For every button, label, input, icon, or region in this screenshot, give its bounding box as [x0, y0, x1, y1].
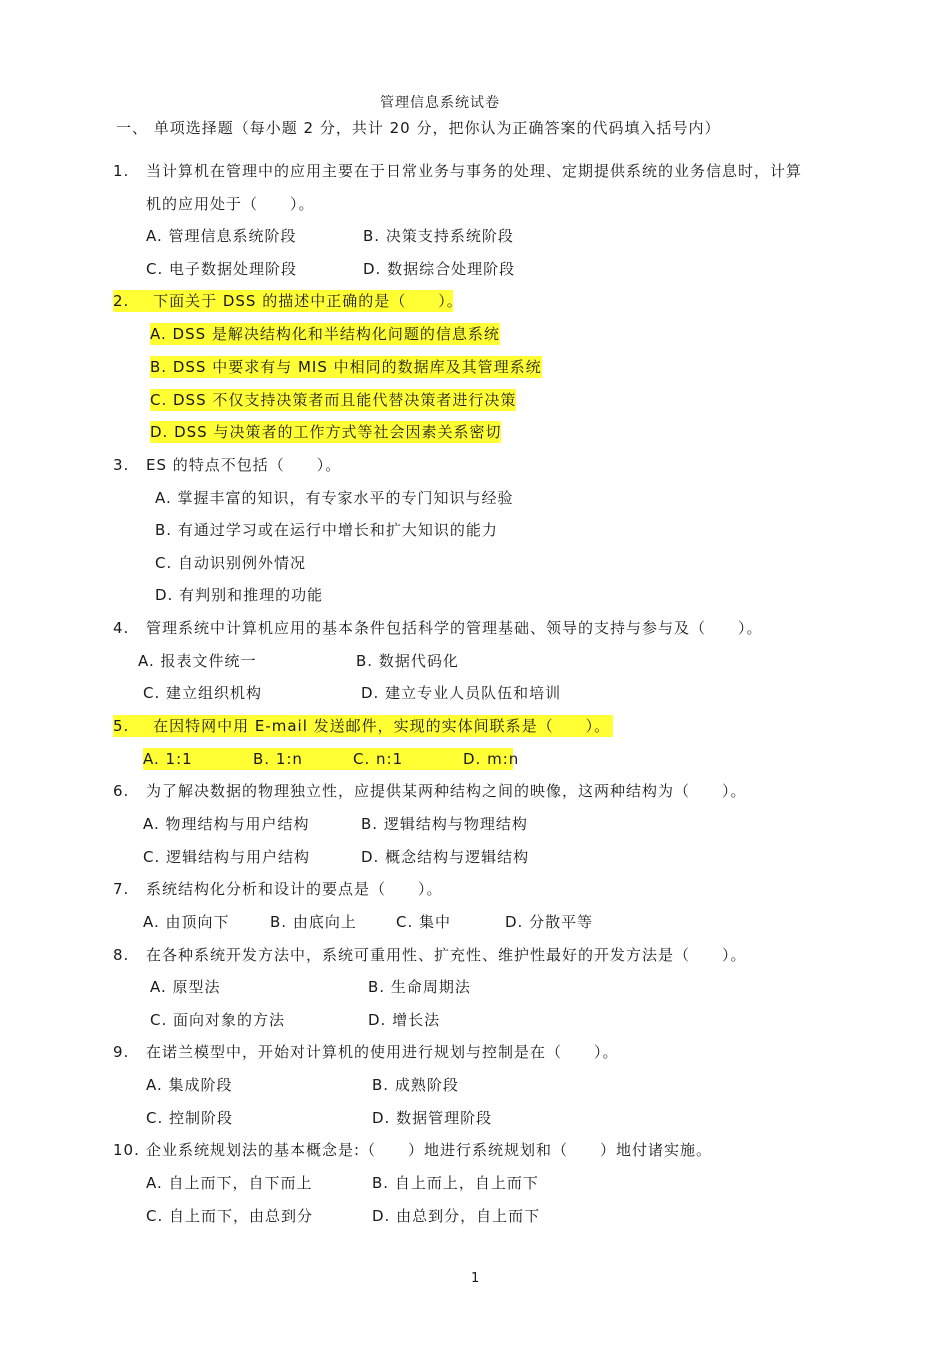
question-number: 4.: [113, 619, 130, 637]
question-stem: ES 的特点不包括（ ）。: [146, 456, 342, 474]
option-d: D. 增长法: [368, 1011, 441, 1029]
option-a: A. 管理信息系统阶段: [146, 227, 297, 245]
question-stem: 为了解决数据的物理独立性，应提供某两种结构之间的映像，这两种结构为（ ）。: [146, 782, 747, 800]
option-d: D. 有判别和推理的功能: [155, 586, 324, 604]
option-b: B. 生命周期法: [368, 978, 471, 996]
question-stem: 管理系统中计算机应用的基本条件包括科学的管理基础、领导的支持与参与及（ ）。: [146, 619, 763, 637]
option-c: C. 自上而下，由总到分: [146, 1207, 314, 1225]
option-a: A. 1:1: [143, 750, 193, 768]
option-a: A. 原型法: [150, 978, 221, 996]
question-stem: 在因特网中用 E-mail 发送邮件，实现的实体间联系是（ ）。: [153, 717, 611, 735]
page-title: 管理信息系统试卷: [380, 95, 500, 111]
option-b: B. 有通过学习或在运行中增长和扩大知识的能力: [155, 521, 498, 539]
option-c: C. 控制阶段: [146, 1109, 234, 1127]
option-d: D. 概念结构与逻辑结构: [361, 848, 530, 866]
question-stem: 在各种系统开发方法中，系统可重用性、扩充性、维护性最好的开发方法是（ ）。: [146, 946, 747, 964]
question-number: 2.: [113, 292, 130, 310]
option-c: C. 电子数据处理阶段: [146, 260, 298, 278]
option-c: C. 面向对象的方法: [150, 1011, 286, 1029]
option-b: B. 决策支持系统阶段: [363, 227, 514, 245]
highlighted-options-row: [143, 748, 520, 770]
question-stem-continuation: 机的应用处于（ ）。: [146, 195, 315, 213]
question-number: 9.: [113, 1043, 130, 1061]
question-number: 5.: [113, 717, 130, 735]
option-a: A. 自上而下，自下而上: [146, 1174, 313, 1192]
page-number: 1: [471, 1271, 481, 1286]
option-b: B. 数据代码化: [356, 652, 459, 670]
option-b: B. 自上而上，自上而下: [372, 1174, 539, 1192]
question-number: 3.: [113, 456, 130, 474]
option-a: A. 物理结构与用户结构: [143, 815, 310, 833]
question-stem: 下面关于 DSS 的描述中正确的是（ ）。: [153, 292, 463, 310]
option-a: A. 由顶向下: [143, 913, 230, 931]
option-d: D. m:n: [463, 750, 520, 768]
option-c: C. 自动识别例外情况: [155, 554, 307, 572]
question-stem: 企业系统规划法的基本概念是:（ ）地进行系统规划和（ ）地付诸实施。: [146, 1141, 713, 1159]
option-c: C. n:1: [353, 750, 404, 768]
option-b: B. 逻辑结构与物理结构: [361, 815, 528, 833]
option-a: A. 掌握丰富的知识，有专家水平的专门知识与经验: [155, 489, 514, 507]
question-stem: 当计算机在管理中的应用主要在于日常业务与事务的处理、定期提供系统的业务信息时，计算: [146, 162, 803, 180]
question-number: 7.: [113, 880, 130, 898]
highlighted-question-row: [113, 715, 613, 737]
section-heading: 一、 单项选择题（每小题 2 分，共计 20 分，把你认为正确答案的代码填入括号内）: [116, 119, 721, 137]
option-a: A. 集成阶段: [146, 1076, 233, 1094]
option-d: D. DSS 与决策者的工作方式等社会因素关系密切: [150, 423, 502, 441]
option-b: B. 由底向上: [270, 913, 357, 931]
question-stem: 系统结构化分析和设计的要点是（ ）。: [146, 880, 443, 898]
question-number: 1.: [113, 162, 130, 180]
option-a: A. DSS 是解决结构化和半结构化问题的信息系统: [150, 325, 500, 343]
option-b: B. 成熟阶段: [372, 1076, 459, 1094]
highlighted-question-row: [113, 290, 463, 312]
option-d: D. 数据综合处理阶段: [363, 260, 516, 278]
option-c: C. DSS 不仅支持决策者而且能代替决策者进行决策: [150, 391, 517, 409]
option-d: D. 由总到分，自上而下: [372, 1207, 541, 1225]
option-d: D. 分散平等: [505, 913, 594, 931]
option-c: C. 逻辑结构与用户结构: [143, 848, 311, 866]
option-c: C. 集中: [396, 913, 452, 931]
question-number: 6.: [113, 782, 130, 800]
question-number: 10.: [113, 1141, 140, 1159]
option-c: C. 建立组织机构: [143, 684, 263, 702]
question-number: 8.: [113, 946, 130, 964]
option-a: A. 报表文件统一: [138, 652, 257, 670]
option-b: B. DSS 中要求有与 MIS 中相同的数据库及其管理系统: [150, 358, 542, 376]
option-d: D. 建立专业人员队伍和培训: [361, 684, 562, 702]
option-d: D. 数据管理阶段: [372, 1109, 493, 1127]
question-stem: 在诺兰模型中，开始对计算机的使用进行规划与控制是在（ ）。: [146, 1043, 619, 1061]
option-b: B. 1:n: [253, 750, 303, 768]
